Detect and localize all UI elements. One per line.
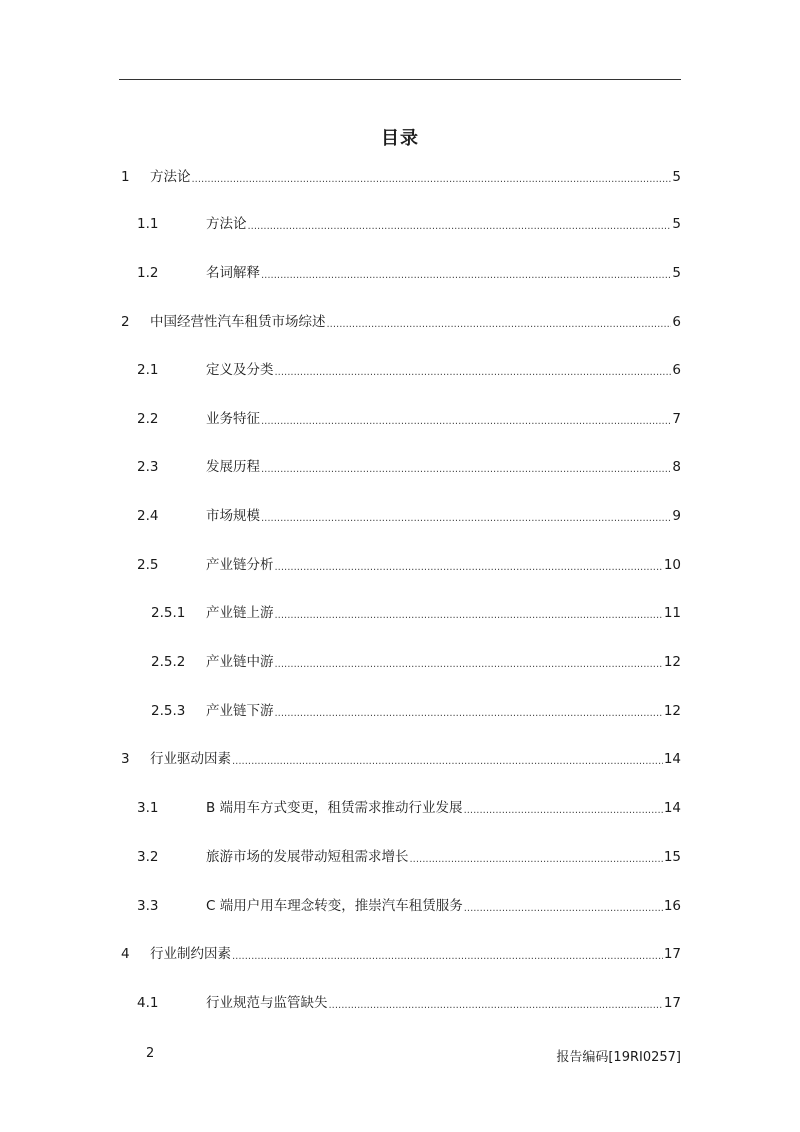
toc-entry-page: 14: [663, 800, 681, 816]
toc-entry-number: 3.2: [137, 849, 159, 865]
toc-entry-page: 7: [672, 411, 681, 427]
toc-leader-dots: [275, 365, 672, 381]
toc-entry-number: 2: [121, 314, 130, 330]
toc-leader-dots: [275, 657, 663, 673]
toc-entry-2-5-3[interactable]: [151, 700, 681, 722]
toc-entry-number: 4.1: [137, 995, 159, 1011]
toc-entry-number: 2.1: [137, 362, 159, 378]
toc-entry-page: 16: [663, 898, 681, 914]
toc-entry-page: 11: [663, 605, 681, 621]
toc-entry-title: 旅游市场的发展带动短租需求增长: [206, 849, 409, 865]
toc-entry-3-1[interactable]: [137, 797, 681, 819]
toc-entry-number: 2.5.1: [151, 605, 186, 621]
toc-entry-title: 方法论: [150, 169, 191, 185]
toc-entry-title: 行业制约因素: [150, 946, 231, 962]
toc-leader-dots: [327, 317, 672, 333]
toc-entry-2-3[interactable]: [137, 456, 681, 478]
toc-entry-page: 9: [672, 508, 681, 524]
toc-entry-page: 12: [663, 654, 681, 670]
page-number: 2: [146, 1046, 155, 1061]
toc-leader-dots: [275, 608, 663, 624]
toc-entry-page: 5: [672, 169, 681, 185]
toc-entry-title: 定义及分类: [206, 362, 274, 378]
toc-entry-title: 产业链下游: [206, 703, 274, 719]
toc-entry-page: 5: [672, 216, 681, 232]
toc-entry-page: 6: [672, 362, 681, 378]
toc-entry-title: B 端用车方式变更，租赁需求推动行业发展: [206, 800, 463, 816]
toc-entry-2-5[interactable]: [137, 554, 681, 576]
toc-entry-3[interactable]: [121, 748, 681, 770]
toc-entry-3-2[interactable]: [137, 846, 681, 868]
toc-title: 目录: [381, 128, 419, 149]
toc-entry-title: 发展历程: [206, 459, 260, 475]
toc-leader-dots: [275, 706, 663, 722]
toc-entry-title: 市场规模: [206, 508, 260, 524]
toc-entry-page: 10: [663, 557, 681, 573]
toc-entry-title: 行业规范与监管缺失: [206, 995, 328, 1011]
toc-entry-number: 3: [121, 751, 130, 767]
toc-leader-dots: [410, 852, 663, 868]
toc-entry-number: 1: [121, 169, 130, 185]
toc-leader-dots: [275, 560, 663, 576]
toc-entry-page: 6: [672, 314, 681, 330]
toc-entry-number: 2.5.2: [151, 654, 186, 670]
toc-entry-number: 2.5: [137, 557, 159, 573]
toc-entry-1-1[interactable]: [137, 213, 681, 235]
toc-entry-number: 1.1: [137, 216, 159, 232]
toc-leader-dots: [232, 949, 663, 965]
toc-entry-page: 15: [663, 849, 681, 865]
toc-entry-title: 中国经营性汽车租赁市场综述: [150, 314, 326, 330]
toc-entry-2-1[interactable]: [137, 359, 681, 381]
toc-entry-4[interactable]: [121, 943, 681, 965]
toc-entry-page: 8: [672, 459, 681, 475]
toc-entry-2-5-1[interactable]: [151, 602, 681, 624]
toc-entry-page: 14: [663, 751, 681, 767]
toc-leader-dots: [261, 268, 671, 284]
header-rule: [119, 79, 681, 80]
toc-entry-page: 17: [663, 995, 681, 1011]
report-code: 报告编码[19RI0257]: [556, 1050, 681, 1065]
toc-entry-title: 方法论: [206, 216, 247, 232]
toc-entry-title: C 端用户用车理念转变，推崇汽车租赁服务: [206, 898, 463, 914]
toc-entry-title: 名词解释: [206, 265, 260, 281]
toc-entry-title: 产业链分析: [206, 557, 274, 573]
toc-entry-number: 3.1: [137, 800, 159, 816]
toc-entry-4-1[interactable]: [137, 992, 681, 1014]
toc-leader-dots: [261, 511, 671, 527]
toc-entry-number: 2.3: [137, 459, 159, 475]
toc-entry-page: 5: [672, 265, 681, 281]
toc-entry-1[interactable]: [121, 166, 681, 188]
toc-entry-2-4[interactable]: [137, 505, 681, 527]
toc-leader-dots: [192, 172, 672, 188]
toc-entry-number: 3.3: [137, 898, 159, 914]
toc-leader-dots: [329, 998, 663, 1014]
toc-leader-dots: [464, 803, 663, 819]
toc-entry-1-2[interactable]: [137, 262, 681, 284]
toc-leader-dots: [261, 462, 671, 478]
toc-entry-title: 业务特征: [206, 411, 260, 427]
toc-leader-dots: [261, 414, 671, 430]
toc-entry-number: 2.2: [137, 411, 159, 427]
toc-leader-dots: [464, 901, 663, 917]
toc-entry-2-2[interactable]: [137, 408, 681, 430]
toc-entry-number: 2.5.3: [151, 703, 186, 719]
toc-entry-title: 行业驱动因素: [150, 751, 231, 767]
toc-entry-2-5-2[interactable]: [151, 651, 681, 673]
toc-entry-page: 12: [663, 703, 681, 719]
toc-entry-number: 1.2: [137, 265, 159, 281]
toc-entry-2[interactable]: [121, 311, 681, 333]
toc-entry-3-3[interactable]: [137, 895, 681, 917]
toc-entry-title: 产业链中游: [206, 654, 274, 670]
toc-entry-page: 17: [663, 946, 681, 962]
toc-leader-dots: [248, 219, 672, 235]
toc-entry-number: 2.4: [137, 508, 159, 524]
toc-leader-dots: [232, 754, 663, 770]
toc-entry-number: 4: [121, 946, 130, 962]
toc-entry-title: 产业链上游: [206, 605, 274, 621]
